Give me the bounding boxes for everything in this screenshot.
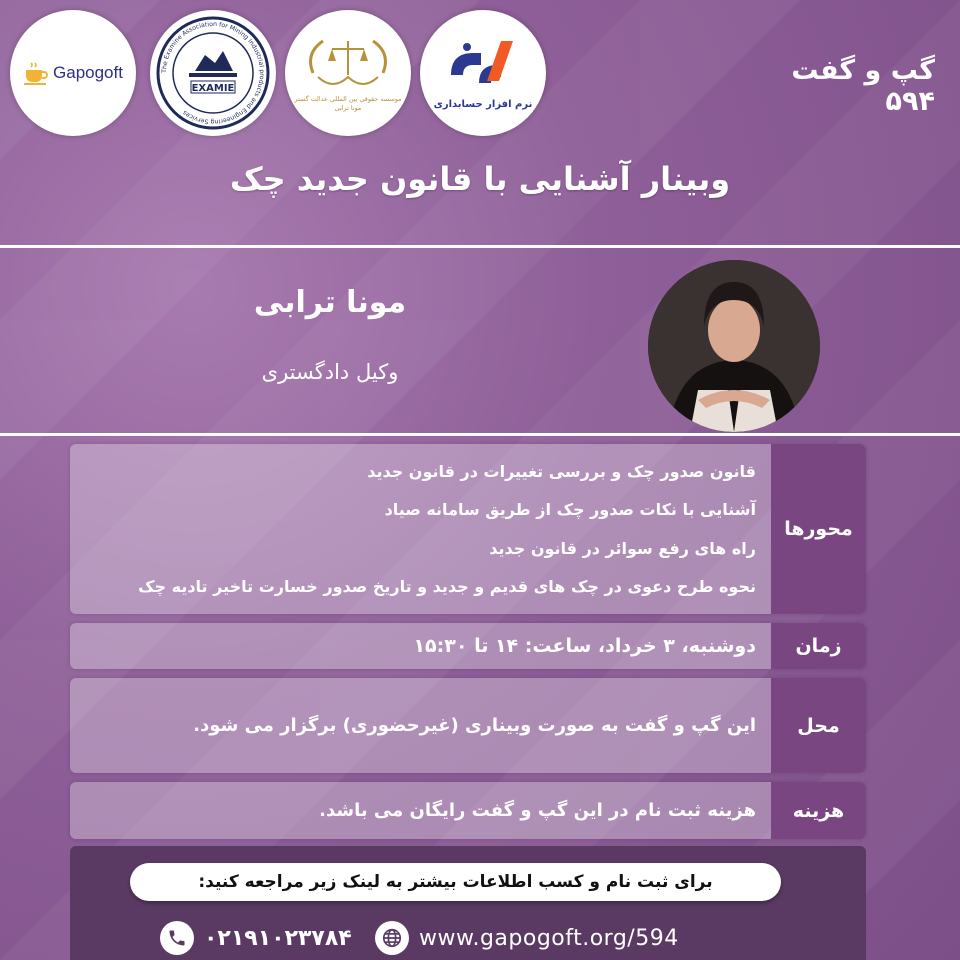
time-value: دوشنبه، ۳ خرداد، ساعت: ۱۴ تا ۱۵:۳۰ — [413, 635, 756, 657]
place-label: محل — [771, 678, 866, 773]
time-panel — [70, 623, 866, 669]
place-panel — [70, 678, 866, 773]
page-title: وبینار آشنایی با قانون جدید چک — [229, 160, 731, 198]
time-label: زمان — [771, 623, 866, 669]
fard-logo — [420, 10, 546, 136]
episode-badge: گپ و گفت ۵۹۴ — [791, 55, 935, 117]
phone-icon — [160, 921, 194, 955]
registration-note: برای ثبت نام و کسب اطلاعات بیشتر به لینک زیر مراجعه کنید: — [130, 863, 781, 901]
fard-logo-text: نرم افزار حسابداری — [433, 99, 533, 110]
axes-item: قانون صدور چک و بررسی تغییرات در قانون جدید — [367, 461, 756, 481]
coffee-cup-icon — [23, 60, 49, 86]
divider-top — [0, 245, 960, 248]
law-firm-logo-text: موسسه حقوقی بین المللی عدالت گستر — [294, 95, 402, 103]
law-firm-logo-subtext: مونا ترابی — [334, 104, 362, 112]
gapogoft-logo-text: Gapogoft — [53, 63, 123, 82]
axes-panel — [70, 444, 866, 614]
examie-logo — [150, 10, 276, 136]
phone-contact[interactable] — [160, 921, 352, 955]
footer — [70, 846, 866, 960]
gapogoft-logo — [10, 10, 136, 136]
axes-item: نحوه طرح دعوی در چک های قدیم و جدید و تاریخ صدور خسارت تاخیر تادیه چک — [138, 577, 756, 597]
phone-number[interactable]: ۰۲۱۹۱۰۲۳۷۸۴ — [204, 925, 352, 951]
divider-bottom — [0, 433, 960, 436]
axes-item: آشنایی با نکات صدور چک از طریق سامانه صیاد — [384, 500, 756, 520]
cost-panel — [70, 782, 866, 839]
speaker-role: وکیل دادگستری — [261, 360, 399, 384]
examie-logo-text: EXAMIE — [191, 83, 235, 94]
globe-icon — [375, 921, 409, 955]
axes-label: محورها — [771, 444, 866, 614]
law-firm-logo — [285, 10, 411, 136]
axes-item: راه های رفع سوائر در قانون جدید — [489, 538, 756, 558]
cost-label: هزینه — [771, 782, 866, 839]
cost-value: هزینه ثبت نام در این گپ و گفت رایگان می باشد. — [319, 800, 756, 821]
axes-list — [82, 444, 756, 614]
speaker-photo — [648, 260, 820, 432]
place-value: این گپ و گفت به صورت وبیناری (غیرحضوری) برگزار می شود. — [193, 715, 756, 736]
speaker-name: مونا ترابی — [253, 285, 407, 320]
examie-ring-text: The Examine Association for Mining Industrial products and Engineering Services — [160, 20, 266, 126]
website-link[interactable]: www.gapogoft.org/594 — [419, 925, 679, 951]
website-contact[interactable] — [375, 921, 679, 955]
